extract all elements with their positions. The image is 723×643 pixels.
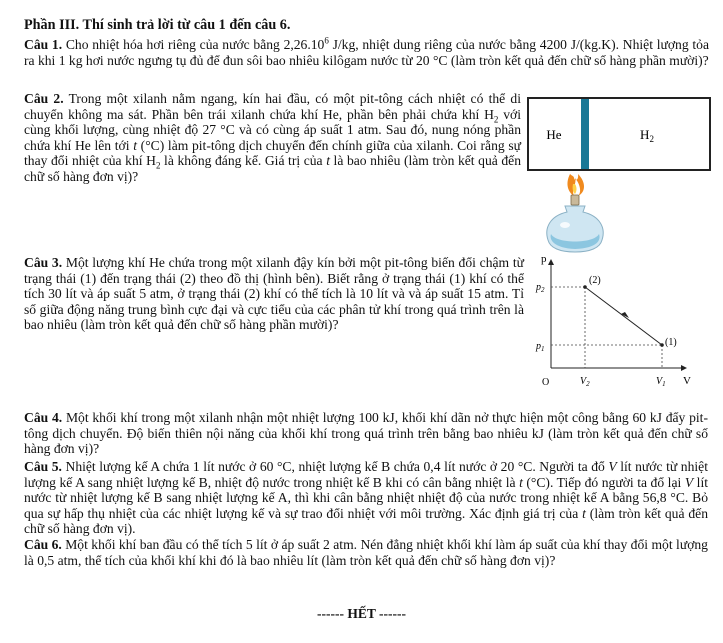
process-line (585, 287, 662, 345)
question-2-text-a: Trong một xilanh nằm ngang, kín hai đầu, có một pit-tông cách nhiệt có thể di chuyển không ma sát. Phần bên trái xilanh chứa khí He, phần bên phải chứa khí H (24, 91, 521, 122)
question-2-text-b: với cùng khối lượng, cùng nhiệt độ 27 °C và có cùng áp suất 1 atm. Sau đó, nung nóng phần chứa khí He lên tới (24, 106, 521, 153)
section-heading: Phần III. Thí sinh trả lời từ câu 1 đến câu 6. (24, 17, 291, 33)
question-5-var-t2: t (582, 505, 586, 521)
question-5-text-a: Nhiệt lượng kế A chứa 1 lít nước ở 60 °C, nhiệt lượng kế B chứa 0,4 lít nước ở 20 °C. Người ta đổ (61, 459, 609, 474)
question-2-label: Câu 2. (24, 91, 64, 106)
question-5-label: Câu 5. (24, 459, 62, 474)
question-6-text: Một khối khí ban đầu có thể tích 5 lít ở áp suất 2 atm. Nén đẳng nhiệt khối khí làm áp suất của khí thay đổi một lượng là 0,5 atm, thể tích của khối khí khi đó là bao nhiêu lít (làm tròn kết quả đến chữ số hàng đơn vị)? (24, 537, 708, 568)
question-5-text-b: lít nước từ nhiệt lượng kế A sang nhiệt lượng kế B, nhiệt độ nước trong nhiệt kế B khi có cân bằng nhiệt là (24, 459, 708, 490)
question-5 (24, 459, 708, 537)
question-1-exponent: 6 (324, 35, 329, 46)
question-4 (24, 410, 708, 457)
origin-label: O (542, 377, 550, 388)
end-marker: ------ HẾT ------ (317, 606, 406, 621)
question-2-text-e: là bao nhiêu (làm tròn kết quả đến chữ số hàng đơn vị)? (24, 153, 521, 184)
state-1-label: (1) (665, 337, 677, 348)
v-axis-label: V (683, 375, 691, 387)
question-2-var-t: t (133, 137, 137, 153)
question-5-text-c: (°C). Tiếp đó người ta đổ lại (522, 474, 685, 490)
question-2-text-c: (°C) làm pit-tông dịch chuyển đến chính giữa của xilanh. Coi rằng sự thay đổi nhiệt của khí H (24, 137, 521, 169)
v2-label: $V_2$ (580, 376, 590, 388)
state-2-point (583, 285, 587, 289)
question-4-label: Câu 4. (24, 410, 63, 425)
question-3-text: Một lượng khí He chứa trong một xilanh đậy kín bởi một pit-tông biến đổi chậm từ trạng thái (1) đến trạng thái (2) theo đồ thị (hình bên). Biết rằng ở trạng thái (1) khí có thể tích 30 lít và áp suất 5 atm, ở trạng thái (2) khí có thể tích là 10 lít và và áp suất 15 atm. Tỉ số giữa động năng trung bình cực đại và cực tiểu của các phân tử khí trong quá trình trên là bao nhiêu (làm tròn kết quả đến chữ số hàng phần mười)? (24, 255, 524, 333)
p2-label: $p_2$ (536, 282, 545, 294)
cylinder-h2-label: $H_2$ (640, 127, 654, 144)
question-3-label: Câu 3. (24, 255, 63, 270)
piston (581, 99, 589, 169)
state-1-point (660, 343, 664, 347)
question-2-text-d: là không đáng kể. Giá trị của (160, 153, 327, 169)
question-5-var-t: t (519, 474, 523, 490)
question-3 (24, 255, 524, 333)
question-6 (24, 537, 708, 568)
question-6-label: Câu 6. (24, 537, 62, 552)
question-2-sub: 2 (493, 114, 499, 125)
question-1-text-b: J/kg, nhiệt dung riêng của nước bằng 4200 J/(kg.K). Nhiệt lượng tỏa ra khi 1 kg hơi nước ngưng tụ đủ để đun sôi bao nhiêu kilôgam nước từ 20 °C (làm tròn kết quả đến chữ số hàng phần mười)? (24, 37, 709, 68)
cylinder-figure (520, 88, 720, 258)
pv-graph (532, 250, 707, 390)
v1-label: $V_1$ (656, 376, 666, 388)
question-2-var-t2: t (326, 153, 330, 169)
question-2-sub-2: 2 (155, 161, 161, 172)
question-5-var-v2: V (684, 474, 694, 490)
alcohol-lamp-icon (547, 174, 603, 252)
question-2 (24, 91, 521, 185)
question-1-text-a: Cho nhiệt hóa hơi riêng của nước bằng 2,26.10 (62, 37, 325, 52)
cylinder-he-label: He (546, 127, 562, 142)
p-axis-label: p (541, 253, 547, 265)
question-5-var-v: V (608, 459, 617, 474)
question-5-text-e: (làm tròn kết quả đến chữ số hàng đơn vị). (24, 505, 708, 537)
question-4-text: Một khối khí trong một xilanh nhận một nhiệt lượng 100 kJ, khối khí dãn nở thực hiện một công bằng 60 kJ đẩy pit-tông dịch chuyển. Độ biến thiên nội năng của khối khí trong quá trình trên bằng bao nhiêu kJ (làm tròn kết quả đến chữ số hàng đơn vị)? (24, 410, 708, 457)
state-2-label: (2) (589, 275, 601, 286)
question-1 (24, 37, 709, 68)
p1-label: $p_1$ (536, 341, 545, 353)
question-1-label: Câu 1. (24, 37, 63, 52)
question-5-text-d: lít nước từ nhiệt lượng kế B sang nhiệt lượng kế A, thì khi cân bằng nhiệt nhiệt độ của nước trong nhiệt kế A bằng 56,8 °C. Bỏ qua sự hấp thụ nhiệt của các nhiệt lượng kế và sự trao đổi nhiệt với môi trường. Xác định giá trị của (24, 474, 708, 521)
